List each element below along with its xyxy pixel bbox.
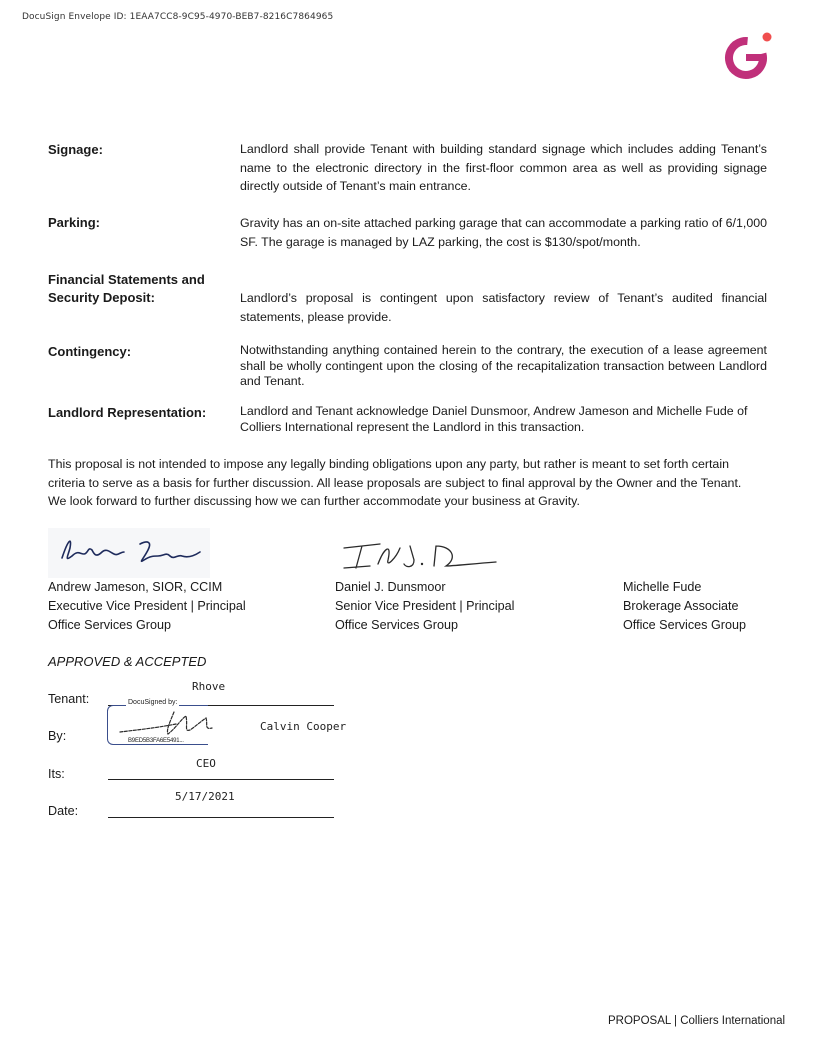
page-footer: PROPOSAL | Colliers International	[608, 1015, 786, 1027]
signatory-name: Daniel J. Dunsmoor	[335, 580, 446, 594]
gravity-logo-icon	[722, 30, 774, 82]
docusign-title: DocuSigned by:	[128, 699, 178, 706]
its-line	[108, 779, 334, 780]
term-label-financial-line2: Security Deposit:	[48, 290, 155, 305]
signatory-daniel-dunsmoor	[335, 578, 514, 635]
logo-dot	[763, 33, 772, 42]
its-value: CEO	[196, 757, 216, 770]
closing-paragraph: This proposal is not intended to impose any legally binding obligations upon any party, but rather is meant to set forth certain criteria to serve as a basis for further discussion. All lease proposals are subject to final approval by the Owner and the Tenant. We look forward to further discussing how we can further accommodate your business at Gravity.	[48, 457, 742, 508]
term-label-representation: Landlord Representation:	[48, 405, 207, 420]
signatory-andrew-jameson	[48, 578, 246, 635]
signatory-title: Senior Vice President | Principal	[335, 599, 515, 613]
date-value: 5/17/2021	[175, 790, 235, 803]
signatory-name: Michelle Fude	[623, 580, 702, 594]
term-label-financial-line1: Financial Statements and	[48, 272, 205, 287]
signatory-group: Office Services Group	[48, 618, 171, 632]
by-label: By:	[48, 729, 67, 743]
signature-daniel-dunsmoor-image	[340, 538, 500, 574]
term-label-contingency: Contingency:	[48, 344, 132, 359]
signatory-title: Brokerage Associate	[623, 599, 739, 613]
date-label: Date:	[48, 804, 79, 818]
term-text-representation: Landlord and Tenant acknowledge Daniel Dunsmoor, Andrew Jameson and Michelle Fude of Colliers International represent the Landlord in this transaction.	[240, 404, 748, 434]
term-label-financial	[48, 271, 205, 307]
approved-heading: APPROVED & ACCEPTED	[48, 654, 207, 669]
signatory-name: Andrew Jameson, SIOR, CCIM	[48, 580, 223, 594]
signature-andrew-jameson-image	[48, 528, 210, 578]
by-value: Calvin Cooper	[260, 720, 347, 733]
signatory-group: Office Services Group	[623, 618, 746, 632]
date-line	[108, 817, 334, 818]
tenant-value: Rhove	[192, 680, 226, 693]
term-text-signage: Landlord shall provide Tenant with building standard signage which includes adding Tenant’s name to the electronic directory in the first-floor common area as well as providing signage directly outside of Tenant’s main entrance.	[240, 142, 767, 193]
term-text-financial: Landlord’s proposal is contingent upon satisfactory review of Tenant’s audited financial statements, please provide.	[240, 291, 767, 324]
term-label-parking: Parking:	[48, 215, 101, 230]
docusign-id: B9ED5B3FA6E5491...	[128, 738, 184, 744]
term-label-signage: Signage:	[48, 142, 103, 157]
signatory-michelle-fude	[623, 578, 746, 635]
term-text-contingency: Notwithstanding anything contained herein to the contrary, the execution of a lease agreement shall be wholly contingent upon the closing of the recapitalization transaction between Landlord and Tenant.	[240, 343, 767, 388]
tenant-label: Tenant:	[48, 692, 90, 706]
signatory-title: Executive Vice President | Principal	[48, 599, 246, 613]
envelope-id: DocuSign Envelope ID: 1EAA7CC8-9C95-4970-BEB7-8216C7864965	[22, 12, 334, 22]
term-text-parking: Gravity has an on-site attached parking garage that can accommodate a parking ratio of 6/1,000 SF. The garage is managed by LAZ parking, the cost is $130/spot/month.	[240, 216, 767, 249]
signatory-group: Office Services Group	[335, 618, 458, 632]
signature-calvin-cooper-image	[116, 708, 220, 738]
its-label: Its:	[48, 767, 65, 781]
